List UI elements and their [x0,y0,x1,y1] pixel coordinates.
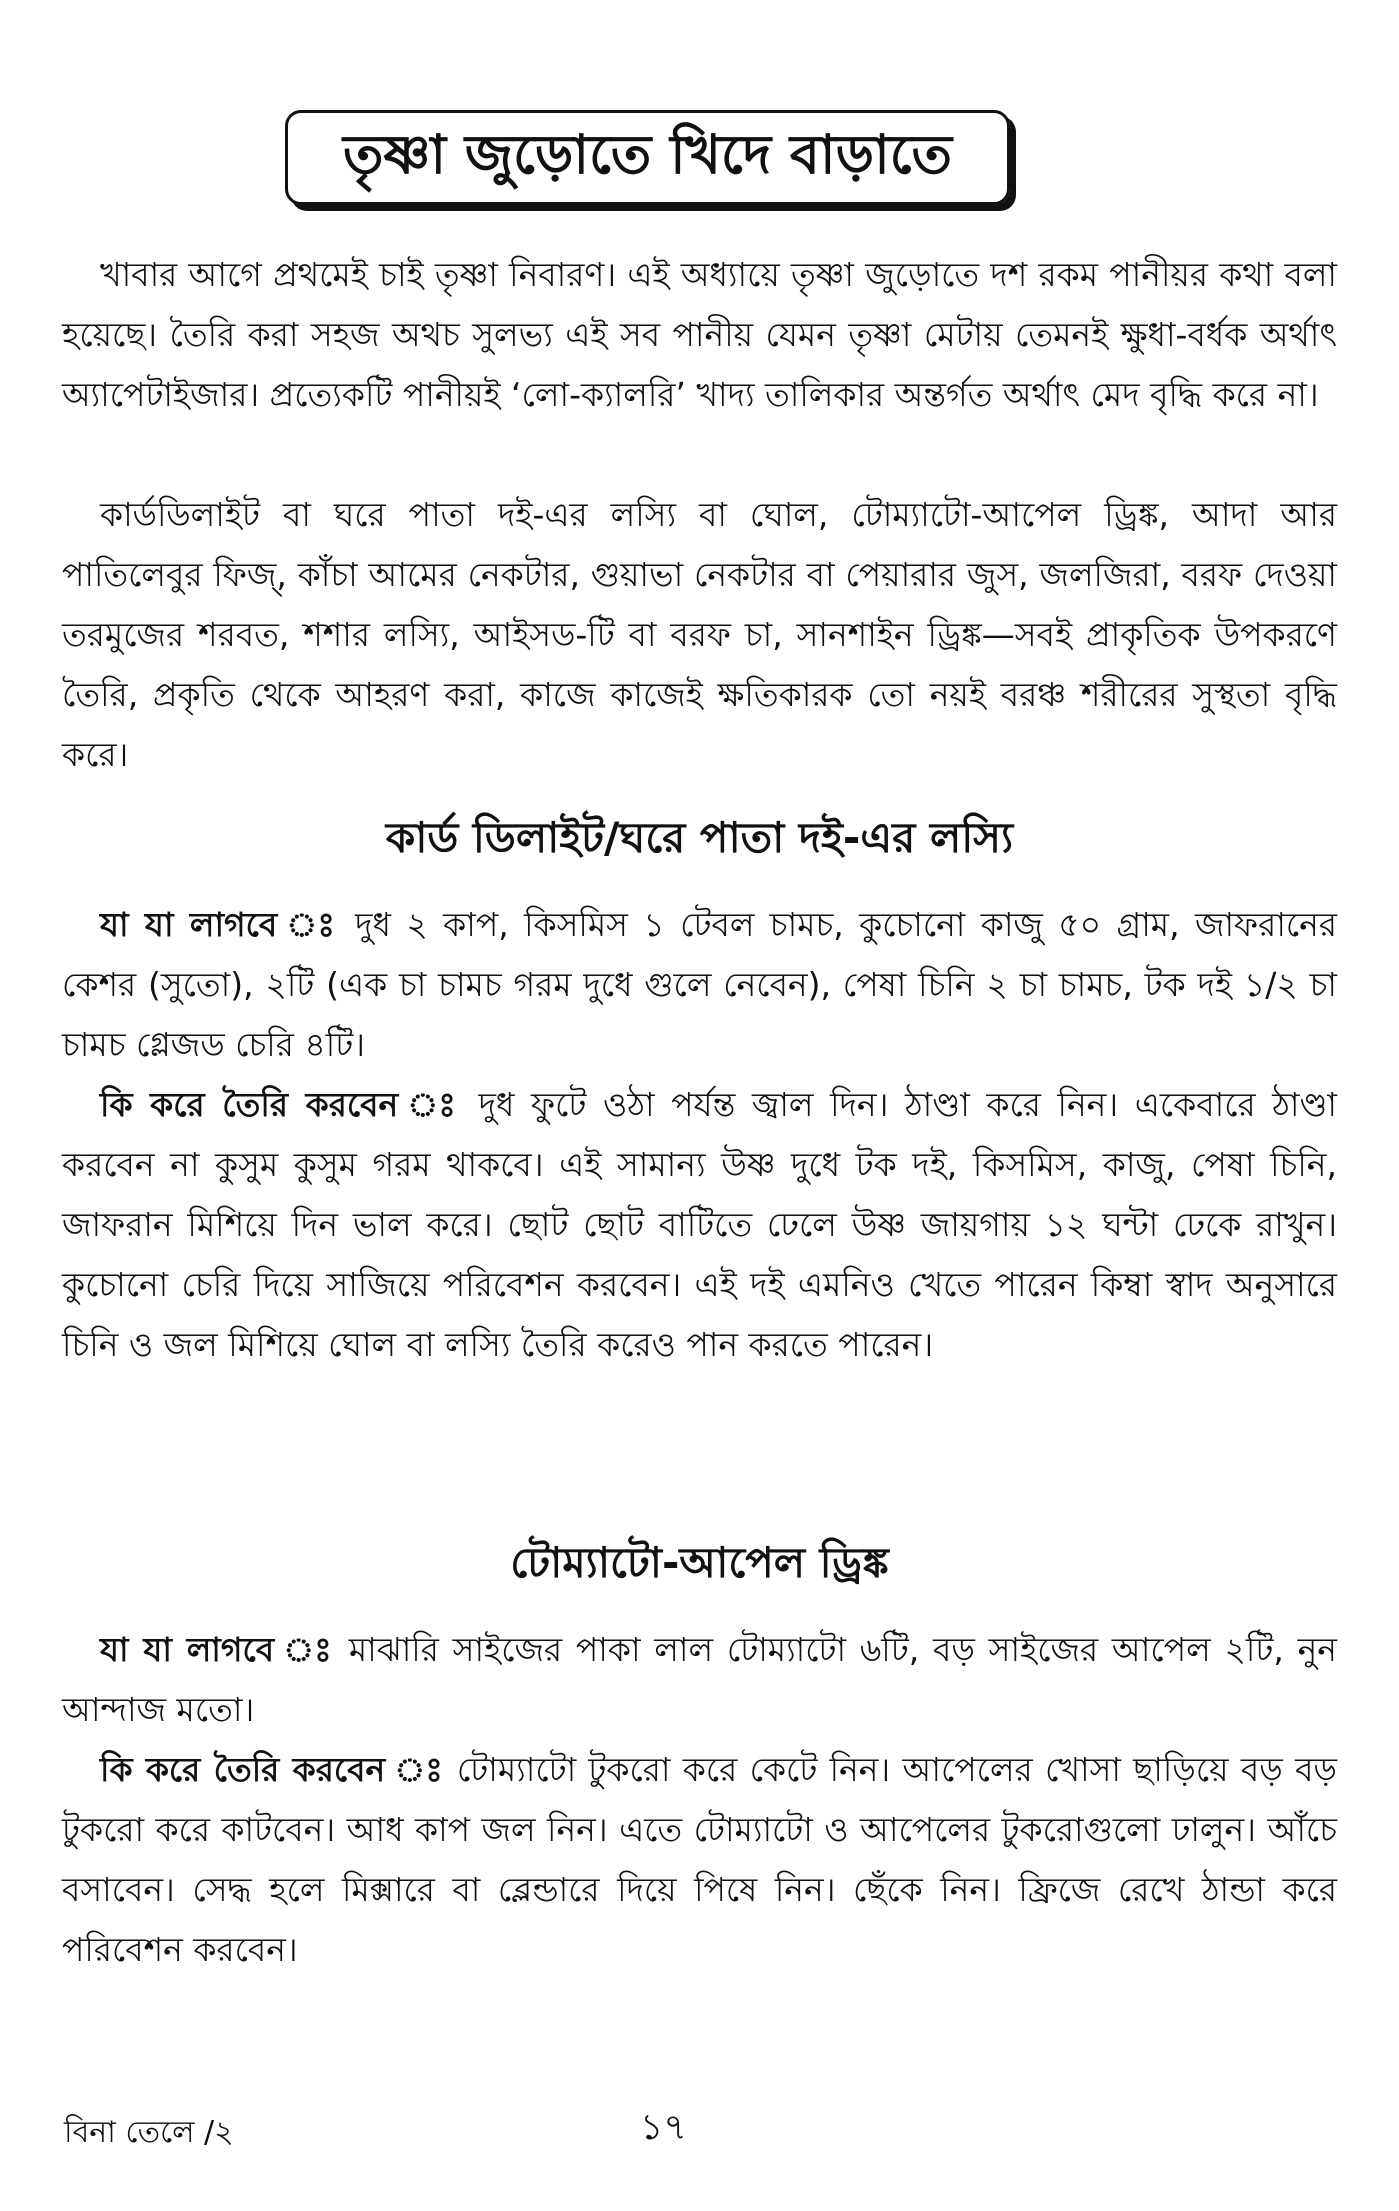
recipe-2-ingredients-text: মাঝারি সাইজের পাকা লাল টোম্যাটো ৬টি, বড় সাইজের আপেল ২টি, নুন আন্দাজ মতো। [62,1630,1337,1729]
recipe-2-heading: টোম্যাটো-আপেল ড্রিঙ্ক [510,1538,889,1587]
recipe-1-ingredients [62,895,1337,1075]
recipe-2-method-label: কি করে তৈরি করবেন ঃ [100,1750,445,1789]
footer-book-label: বিনা তেলে /২ [64,2115,234,2150]
chapter-title: তৃষ্ণা জুড়োতে খিদে বাড়াতে [342,122,953,186]
intro-paragraph-1: খাবার আগে প্রথমেই চাই তৃষ্ণা নিবারণ। এই অধ্যায়ে তৃষ্ণা জুড়োতে দশ রকম পানীয়র কথা বলা হয়েছে। তৈরি করা সহজ অথচ সুলভ্য এই সব পানীয় যেমন তৃষ্ণা মেটায় তেমনই ক্ষুধা-বর্ধক অর্থাৎ অ্যাপেটাইজার। প্রত্যেকটি পানীয়ই ‘লো-ক্যালরি’ খাদ্য তালিকার অন্তর্গত অর্থাৎ মেদ বৃদ্ধি করে না। [62,255,1337,414]
recipe-1-heading: কার্ড ডিলাইট/ঘরে পাতা দই-এর লস্যি [385,813,1014,862]
recipe-1-method-text: দুধ ফুটে ওঠা পর্যন্ত জ্বাল দিন। ঠাণ্ডা করে নিন। একেবারে ঠাণ্ডা করবেন না কুসুম কুসুম গরম থাকবে। এই সামান্য উষ্ণ দুধে টক দই, কিসমিস, কাজু, পেষা চিনি, জাফরান মিশিয়ে দিন ভাল করে। ছোট ছোট বাটিতে ঢেলে উষ্ণ জায়গায় ১২ ঘন্টা ঢেকে রাখুন। কুচোনো চেরি দিয়ে সাজিয়ে পরিবেশন করবেন। এই দই এমনিও খেতে পারেন কিম্বা স্বাদ অনুসারে চিনি ও জল মিশিয়ে ঘোল বা লস্যি তৈরি করেও পান করতে পারেন। [62,1085,1337,1364]
recipe-1-method [62,1075,1337,1375]
recipe-1-method-label: কি করে তৈরি করবেন ঃ [100,1085,462,1124]
recipe-2-method-text: টোম্যাটো টুকরো করে কেটে নিন। আপেলের খোসা ছাড়িয়ে বড় বড় টুকরো করে কাটবেন। আধ কাপ জল নিন। এতে টোম্যাটো ও আপেলের টুকরোগুলো ঢালুন। আঁচে বসাবেন। সেদ্ধ হলে মিক্সারে বা ব্লেন্ডারে দিয়ে পিষে নিন। ছেঁকে নিন। ফ্রিজে রেখে ঠান্ডা করে পরিবেশন করবেন। [62,1750,1337,1969]
recipe-2-method [62,1740,1337,1980]
recipe-2-ingredients-label: যা যা লাগবে ঃ [100,1630,336,1669]
page-number: ১৭ [640,2107,687,2148]
recipe-1-ingredients-text: দুধ ২ কাপ, কিসমিস ১ টেবল চামচ, কুচোনো কাজু ৫০ গ্রাম, জাফরানের কেশর (সুতো), ২টি (এক চা চামচ গরম দুধে গুলে নেবেন), পেষা চিনি ২ চা চামচ, টক দই ১/২ চা চামচ গ্লেজড চেরি ৪টি। [62,905,1338,1064]
intro-paragraph-2: কার্ডডিলাইট বা ঘরে পাতা দই-এর লস্যি বা ঘোল, টোম্যাটো-আপেল ড্রিঙ্ক, আদা আর পাতিলেবুর ফিজ্, কাঁচা আমের নেকটার, গুয়াভা নেকটার বা পেয়ারার জুস, জলজিরা, বরফ দেওয়া তরমুজের শরবত, শশার লস্যি, আইসড-টি বা বরফ চা, সানশাইন ড্রিঙ্ক—সবই প্রাকৃতিক উপকরণে তৈরি, প্রকৃতি থেকে আহরণ করা, কাজে কাজেই ক্ষতিকারক তো নয়ই বরঞ্চ শরীরের সুস্থতা বৃদ্ধি করে। [62,495,1337,774]
recipe-2-ingredients [62,1620,1337,1740]
chapter-title-box [285,110,1010,205]
recipe-1-ingredients-label: যা যা লাগবে ঃ [100,905,340,944]
